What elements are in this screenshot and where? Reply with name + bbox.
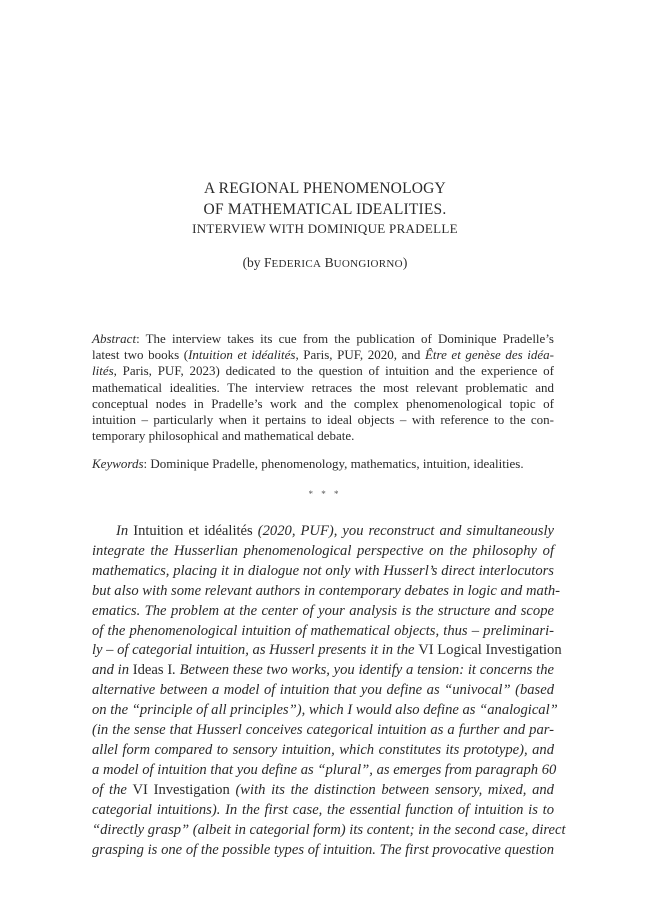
byline-prefix: (by — [242, 255, 264, 270]
keywords-label: Keywords — [92, 456, 144, 471]
body-line: (in the sense that Husserl conceives categorical intuition as a further and par- — [92, 722, 554, 739]
body-line: but also with some relevant authors in contemporary debates in logic and math- — [92, 582, 561, 599]
body-line — [92, 661, 554, 681]
byline-first-rest: EDERICA — [271, 258, 322, 270]
abstract-line: conceptual nodes in Pradelle’s work and the complex phenomenological topic of — [92, 395, 554, 411]
abstract-line — [92, 363, 554, 379]
body-line: alternative between a model of intuition that you define as “univocal” (based — [92, 682, 554, 699]
section-separator: * * * — [308, 489, 342, 499]
body-line — [92, 522, 554, 542]
body-line: grasping is one of the possible types of intuition. The first provocative question — [92, 841, 554, 858]
abstract-text: , Paris, PUF, 2023) dedicated to the question of intuition and the experience of — [113, 363, 554, 379]
abstract-line — [92, 347, 554, 363]
byline-suffix: ) — [402, 255, 408, 270]
body-line: “directly grasp” (albeit in categorial form) its content; in the second case, direct — [92, 821, 566, 838]
body-text-span: (2020, PUF), you reconstruct and simultaneously — [257, 523, 554, 539]
body-book-title: Ideas I — [132, 662, 173, 679]
byline-last-initial: B — [324, 255, 334, 270]
abstract-line: mathematical idealities. The interview retraces the most relevant problematic and — [92, 379, 554, 395]
body-text-span: (with its the distinction between sensory, mixed, and — [229, 781, 554, 798]
body-line: integrate the Husserlian phenomenological perspective on the philosophy of — [92, 542, 554, 559]
body-line: allel form compared to sensory intuition, which constitutes its prototype), and — [92, 741, 554, 758]
body-text-span: and in — [92, 662, 133, 679]
abstract-line — [92, 331, 554, 347]
keywords — [92, 456, 554, 472]
body-line — [92, 641, 562, 661]
body-text-span: . Between these two works, you identify a tension: it concerns the — [172, 662, 554, 679]
abstract-label: Abstract — [92, 331, 137, 346]
abstract-text: latest two books ( — [92, 347, 189, 363]
title-line-2: OF MATHEMATICAL IDEALITIES. — [203, 201, 447, 218]
abstract-book-title: lités — [92, 363, 114, 379]
body-book-title: Intuition et idéalités — [128, 523, 258, 539]
abstract-book-title: Être et genèse des idéa- — [424, 347, 554, 363]
abstract-text: : The interview takes its cue from the publication of Dominique Pradelle’s — [136, 331, 554, 346]
byline-last-rest: UONGIORNO — [333, 258, 403, 270]
abstract — [92, 331, 554, 444]
body-line: on the “principle of all principles”), which I would also define as “analogical” — [92, 702, 558, 719]
body-book-title: VI Investigation — [132, 781, 230, 798]
byline-first-initial: F — [263, 255, 272, 270]
abstract-line: temporary philosophical and mathematical debate. — [92, 428, 355, 444]
body-line: categorial intuitions). In the first case, the essential function of intuition is to — [92, 801, 554, 818]
abstract-text: , Paris, PUF, 2020, and — [295, 347, 425, 363]
keywords-text: : Dominique Pradelle, phenomenology, mathematics, intuition, idealities. — [143, 456, 524, 471]
title-line-1: A REGIONAL PHENOMENOLOGY — [204, 180, 446, 197]
body-text-span: ly – of categorial intuition, as Husserl presents it in the — [92, 642, 419, 659]
body-line: mathematics, placing it in dialogue not only with Husserl’s direct interlocutors — [92, 562, 554, 579]
body-text — [92, 522, 566, 860]
body-text-span: of the — [92, 781, 133, 798]
abstract-book-title: Intuition et idéalités — [188, 347, 296, 363]
body-line: a model of intuition that you define as “plural”, as emerges from paragraph 60 — [92, 761, 557, 778]
abstract-line: intuition – particularly when it pertains to ideal objects – with reference to the con- — [92, 412, 554, 428]
body-line: of the phenomenological intuition of mathematical objects, thus – preliminari- — [92, 622, 554, 639]
body-line: ematics. The problem at the center of your analysis is the structure and scope — [92, 602, 554, 619]
byline — [0, 254, 650, 273]
title-block — [0, 178, 650, 273]
body-text-span: In — [116, 523, 129, 539]
body-book-title: VI Logical Investigation — [418, 642, 562, 659]
title-line-3: INTERVIEW WITH DOMINIQUE PRADELLE — [192, 221, 458, 236]
body-line — [92, 781, 554, 801]
